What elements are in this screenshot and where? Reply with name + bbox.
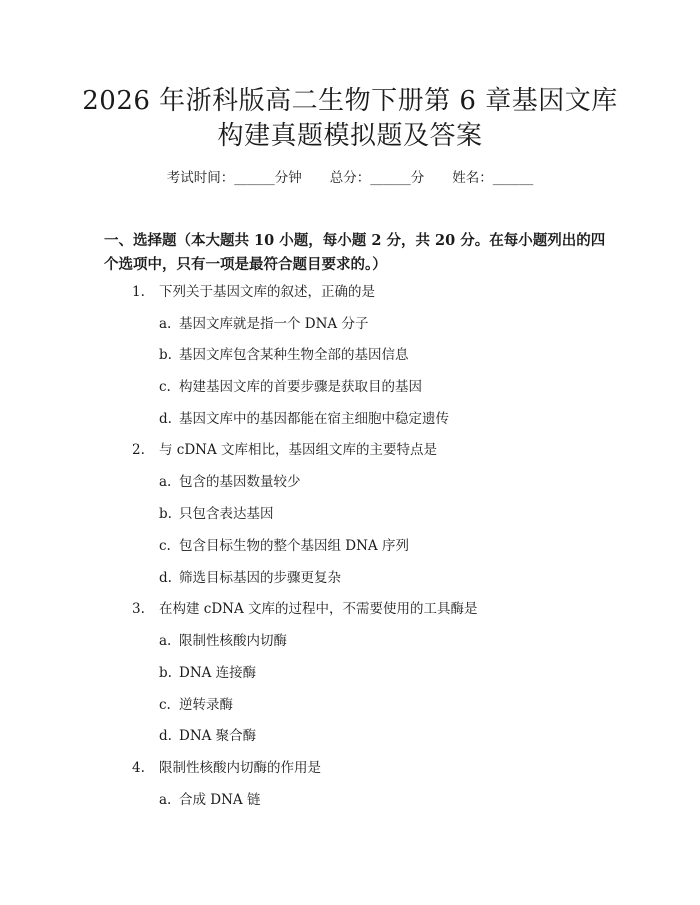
question-number: 4. — [132, 760, 145, 776]
question-text: 在构建 cDNA 文库的过程中，不需要使用的工具酶是 — [159, 601, 478, 617]
option-letter: b. — [159, 665, 172, 681]
option-letter: c. — [159, 697, 171, 713]
option-text: 构建基因文库的首要步骤是获取目的基因 — [179, 379, 422, 395]
option-text: 只包含表达基因 — [179, 506, 274, 522]
question-text: 下列关于基因文库的叙述，正确的是 — [159, 284, 375, 300]
option-text: 包含的基因数量较少 — [179, 474, 301, 490]
option-text: 合成 DNA 链 — [179, 792, 261, 808]
option-text: 基因文库包含某种生物全部的基因信息 — [179, 347, 409, 363]
option-letter: a. — [159, 474, 172, 490]
question-number: 2. — [132, 442, 145, 458]
option-letter: a. — [159, 633, 172, 649]
option-text: DNA 聚合酶 — [179, 728, 257, 744]
exam-name-field: 姓名：______ — [452, 170, 534, 186]
option-text: 筛选目标基因的步骤更复杂 — [179, 570, 341, 586]
question-number: 3. — [132, 601, 145, 617]
option-letter: b. — [159, 347, 172, 363]
option-letter: a. — [159, 316, 172, 332]
option-text: 限制性核酸内切酶 — [179, 633, 287, 649]
option-letter: a. — [159, 792, 172, 808]
question-text: 限制性核酸内切酶的作用是 — [159, 760, 321, 776]
exam-score-field: 总分：______分 — [329, 170, 425, 186]
option-letter: b. — [159, 506, 172, 522]
document-title-line-2: 构建真题模拟题及答案 — [217, 121, 483, 151]
option-text: 基因文库中的基因都能在宿主细胞中稳定遗传 — [179, 411, 449, 427]
option-text: DNA 连接酶 — [179, 665, 257, 681]
option-text: 基因文库就是指一个 DNA 分子 — [179, 316, 369, 332]
option-letter: c. — [159, 538, 171, 554]
option-letter: d. — [159, 570, 172, 586]
option-text: 逆转录酶 — [179, 697, 233, 713]
option-text: 包含目标生物的整个基因组 DNA 序列 — [179, 538, 409, 554]
question-text: 与 cDNA 文库相比，基因组文库的主要特点是 — [159, 442, 438, 458]
option-letter: d. — [159, 728, 172, 744]
option-letter: c. — [159, 379, 171, 395]
section-header-multiple-choice: 一、选择题（本大题共 10 小题，每小题 2 分，共 20 分。在每小题列出的四个选项中，只有一项是最符合题目要求的。） — [104, 232, 606, 273]
document-title-line-1: 2026 年浙科版高二生物下册第 6 章基因文库 — [82, 86, 618, 116]
option-letter: d. — [159, 411, 172, 427]
question-number: 1. — [132, 284, 145, 300]
exam-time-field: 考试时间：______分钟 — [166, 170, 302, 186]
exam-info — [0, 168, 700, 188]
